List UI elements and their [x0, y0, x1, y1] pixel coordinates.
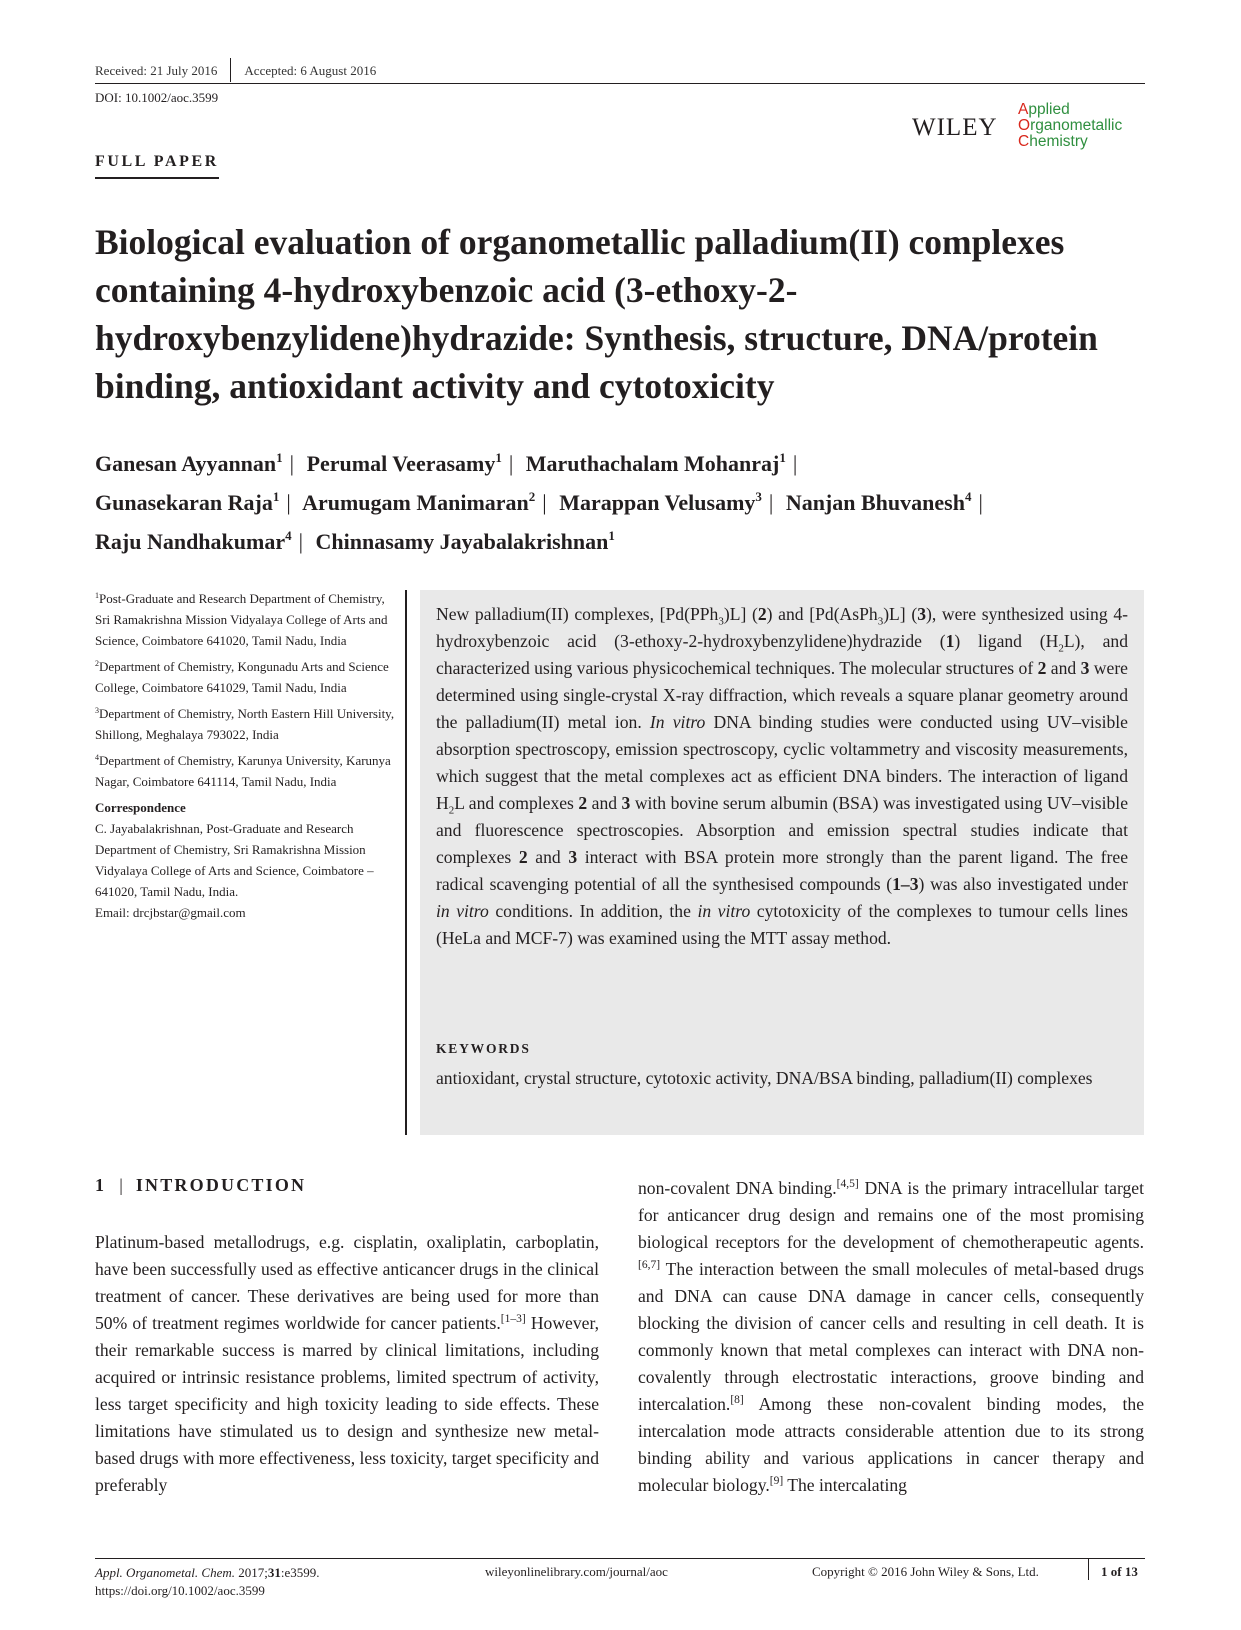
author-list	[95, 444, 1155, 561]
date-separator	[230, 58, 231, 82]
received-date: Received: 21 July 2016	[95, 63, 218, 78]
affiliation: $^4$Department of Chemistry, Karunya University, Karunya Nagar, Coimbatore 641114, Tamil Nadu, India	[95, 753, 391, 789]
citation-ref[interactable]: [6,7]	[638, 1259, 661, 1271]
author-line: Gunasekaran Raja$^1$ | Arumugam Manimaran$^2$ | Marappan Velusamy$^3$ | Nanjan Bhuvanesh$^4$ |	[95, 489, 983, 515]
correspondence-email[interactable]: Email: drcjbstar@gmail.com	[95, 905, 246, 920]
author[interactable]: Nanjan Bhuvanesh$^4$	[785, 489, 972, 515]
citation-ref[interactable]: [9]	[769, 1475, 784, 1487]
keywords-heading: KEYWORDS	[436, 1041, 531, 1056]
citation-ref[interactable]: [1–3]	[500, 1313, 526, 1325]
footer-url[interactable]: wileyonlinelibrary.com/journal/aoc	[485, 1564, 668, 1579]
article-dates	[95, 58, 376, 82]
body-column-left: Platinum-based metallodrugs, e.g. cisplatin, oxaliplatin, carboplatin, have been successfully used as effective anticancer drugs in the clinical treatment of cancer. These derivatives are being used for more than 50% of treatment regimes worldwide for cancer patients.[1–3] However, their remarkable success is marred by clinical limitations, including acquired or intrinsic resistance problems, limited spectrum of activity, less target specificity and high toxicity leading to side effects. These limitations have stimulated us to design and synthesize new metal-based drugs with more effectiveness, less toxicity, target specificity and preferably	[95, 1232, 599, 1495]
author[interactable]: Perumal Veerasamy$^1$	[306, 450, 502, 476]
accepted-date: Accepted: 6 August 2016	[244, 63, 377, 78]
keywords-text: antioxidant, crystal structure, cytotoxic activity, DNA/BSA binding, palladium(II) complexes	[436, 1068, 1093, 1088]
abstract-text: New palladium(II) complexes, [Pd(PPh$_3$)L] (2) and [Pd(AsPh$_3$)L] (3), were synthesized using 4-hydroxybenzoic acid (3-ethoxy-2-hydroxybenzylidene)hydrazide (1) ligand $(H_2L)$, and characterized using various physicochemical techniques. The molecular structures of 2 and 3 were determined using single-crystal X-ray diffraction, which reveals a square planar geometry around the palladium(II) metal ion. In vitro DNA binding studies were conducted using UV–visible absorption spectroscopy, emission spectroscopy, cyclic voltammetry and viscosity measurements, which suggest that the metal complexes act as efficient DNA binders. The interaction of ligand $H_2L$ and complexes 2 and 3 with bovine serum albumin (BSA) was investigated using UV–visible and fluorescence spectroscopies. Absorption and emission spectral studies indicate that complexes 2 and 3 interact with BSA protein more strongly than the parent ligand. The free radical scavenging potential of all the synthesised compounds (1–3) was also investigated under in vitro conditions. In addition, the in vitro cytotoxicity of the complexes to tumour cells lines (HeLa and MCF-7) was examined using the MTT assay method.	[436, 604, 1129, 948]
affiliation: $^1$Post-Graduate and Research Department of Chemistry, Sri Ramakrishna Mission Vidyalaya College of Arts and Science, Coimbatore 641020, Tamil Nadu, India	[95, 591, 388, 648]
author-line: Raju Nandhakumar$^4$ | Chinnasamy Jayabalakrishnan$^1$	[95, 528, 615, 554]
journal-logo-line: Applied	[1018, 101, 1070, 118]
author-line: Ganesan Ayyannan$^1$ | Perumal Veerasamy$^1$ | Maruthachalam Mohanraj$^1$ |	[95, 450, 798, 476]
author[interactable]: Ganesan Ayyannan$^1$	[95, 450, 283, 476]
footer-copyright: Copyright © 2016 John Wiley & Sons, Ltd.	[812, 1564, 1039, 1579]
correspondence-text: C. Jayabalakrishnan, Post-Graduate and Research Department of Chemistry, Sri Ramakrishna Mission Vidyalaya College of Arts and Science, Coimbatore – 641020, Tamil Nadu, India.	[95, 821, 374, 899]
publisher-logo: WILEY	[912, 114, 998, 141]
author[interactable]: Gunasekaran Raja$^1$	[95, 489, 280, 515]
doi[interactable]: DOI: 10.1002/aoc.3599	[95, 90, 219, 105]
author[interactable]: Maruthachalam Mohanraj$^1$	[525, 450, 786, 476]
footer-doi-link[interactable]: https://doi.org/10.1002/aoc.3599	[95, 1583, 265, 1598]
page-number: 1 of 13	[1101, 1564, 1138, 1579]
abstract-rule	[405, 590, 407, 1135]
affiliations	[95, 588, 395, 923]
header-rule	[95, 83, 1145, 84]
paper-title: Biological evaluation of organometallic palladium(II) complexes containing 4-hydroxybenzoic acid (3-ethoxy-2-hydroxybenzylidene)hydrazide: Synthesis, structure, DNA/protein binding, antioxidant activity and cytotoxicity	[95, 222, 1098, 406]
author[interactable]: Chinnasamy Jayabalakrishnan$^1$	[315, 528, 615, 554]
correspondence-heading: Correspondence	[95, 800, 186, 815]
footer-citation: Appl. Organometal. Chem. 2017;31:e3599. https://doi.org/10.1002/aoc.3599	[95, 1565, 320, 1598]
citation-ref[interactable]: [8]	[730, 1394, 744, 1406]
affiliation: $^2$Department of Chemistry, Kongunadu Arts and Science College, Coimbatore 641029, Tamil Nadu, India	[95, 659, 389, 695]
footer-rule	[95, 1558, 1145, 1559]
journal-logo	[1018, 102, 1122, 150]
body-column-right: non-covalent DNA binding.[4,5] DNA is the primary intracellular target for anticancer drug design and remains one of the most promising biological receptors for the development of chemotherapeutic agents.[6,7] The interaction between the small molecules of metal-based drugs and DNA can cause DNA damage in cancer cells, consequently blocking the division of cancer cells and resulting in cell death. It is commonly known that metal complexes can interact with DNA non-covalently through electrostatic interactions, groove binding and intercalation.[8] Among these non-covalent binding modes, the intercalation mode attracts considerable attention due to its strong binding ability and various applications in cancer therapy and molecular biology.[9] The intercalating	[638, 1178, 1144, 1495]
footer-separator	[1088, 1558, 1089, 1580]
section-heading: 1 | INTRODUCTION	[95, 1175, 307, 1195]
author[interactable]: Raju Nandhakumar$^4$	[95, 528, 292, 554]
citation-ref[interactable]: [4,5]	[836, 1178, 859, 1190]
journal-logo-line: Chemistry	[1018, 133, 1088, 150]
author[interactable]: Arumugam Manimaran$^2$	[302, 489, 536, 515]
author[interactable]: Marappan Velusamy$^3$	[559, 489, 762, 515]
article-type: FULL PAPER	[95, 153, 219, 179]
journal-logo-line: Organometallic	[1018, 117, 1123, 134]
affiliation: $^3$Department of Chemistry, North Eastern Hill University, Shillong, Meghalaya 793022, India	[95, 706, 395, 742]
